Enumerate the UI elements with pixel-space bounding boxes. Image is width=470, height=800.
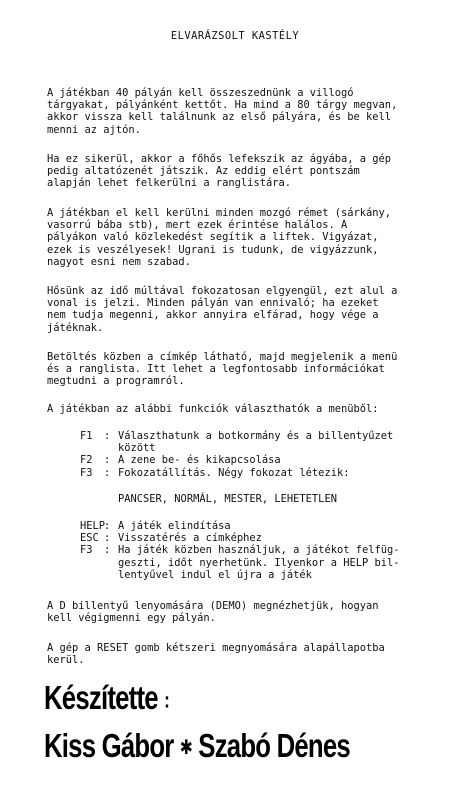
function-key: ESC: [80, 532, 99, 545]
text-line: A D billentyű lenyomására (DEMO) megnézhetjük, hogyan: [47, 600, 379, 612]
function-row-esc: [80, 532, 424, 544]
function-separator: :: [104, 430, 111, 442]
menu-functions-list: [80, 430, 424, 479]
text-line: nagyot esni nem szabad.: [47, 255, 191, 268]
function-row-f3: [80, 467, 424, 479]
function-row-help: [80, 520, 424, 532]
paragraph-goal: [47, 87, 421, 136]
paragraph-energy: [47, 285, 421, 334]
credits-authors: [44, 728, 350, 766]
paragraph-dangers: [47, 207, 421, 268]
text-line: nem tudja megenni, akkor annyira elfárad, hogy vége a: [47, 309, 379, 322]
function-key: F1: [80, 430, 93, 442]
text-line: vonal is jelzi. Minden pályán van ennivaló; ha ezeket: [47, 297, 379, 310]
function-description: [118, 544, 424, 581]
text-line: Ha ez sikerül, akkor a főhős lefekszik az ágyába, a gép: [47, 153, 392, 165]
text-line: kell végigmenni egy pályán.: [47, 612, 216, 625]
function-key: F3: [80, 466, 93, 479]
text-line: A zene be- és kikapcsolása: [118, 454, 281, 467]
function-description: [118, 430, 424, 454]
function-separator: :: [104, 454, 111, 467]
function-separator: :: [104, 520, 111, 532]
text-line: Választhatunk a botkormány és a billentyűzet: [118, 430, 394, 442]
text-line: A gép a RESET gomb kétszeri megnyomására alapállapotba: [47, 642, 385, 654]
paragraph-demo: [47, 600, 421, 624]
function-key: F3: [80, 544, 93, 557]
text-line: vasorrú bába stb), mert ezek érintése halálos. A: [47, 219, 348, 232]
credits-label: [44, 680, 169, 718]
function-description: [118, 454, 424, 466]
function-row-f3-pause: [80, 544, 424, 581]
text-line: és a ranglista. Itt lehet a legfontosabb információkat: [47, 363, 385, 376]
text-line: pályákon való közlekedést segítik a liftek. Vigyázat,: [47, 231, 379, 244]
text-line: kerül.: [47, 654, 85, 667]
text-line: tárgyakat, pályánként kettőt. Ha mind a 80 tárgy megvan,: [47, 99, 398, 112]
text-line: lentyűvel indul el újra a játék: [118, 568, 312, 581]
function-key: HELP: [80, 520, 106, 532]
text-line: Betöltés közben a címkép látható, majd megjelenik a menü: [47, 351, 398, 363]
difficulty-levels: PANCSER, NORMÁL, MESTER, LEHETETLEN: [118, 493, 337, 505]
text-line: Ha játék közben használjuk, a játékot felfüg-: [118, 544, 400, 557]
author-name: Szabó Dénes: [198, 727, 350, 764]
author-name: Kiss Gábor: [44, 727, 174, 764]
text-line: pedig altatózenét játszik. Az eddig elért pontszám: [47, 165, 360, 178]
function-description: [118, 532, 424, 544]
text-line: Hősünk az idő múltával fokozatosan elgyengül, ezt alul a: [47, 285, 398, 297]
game-functions-list: [80, 520, 424, 581]
text-line: között: [118, 442, 156, 455]
credits-label-text: Készítette: [44, 679, 158, 716]
function-separator: :: [104, 532, 111, 545]
function-separator: :: [104, 544, 111, 557]
function-description: [118, 520, 424, 532]
text-line: A játékban az alábbi funkciók választhatók a menüből:: [47, 403, 379, 415]
function-row-f1: [80, 430, 424, 454]
text-line: Fokozatállítás. Négy fokozat létezik:: [118, 466, 350, 479]
paragraph-menu-intro: [47, 403, 421, 415]
text-line: megtudni a programról.: [47, 375, 185, 388]
text-line: alapján lehet felkerülni a ranglistára.: [47, 177, 291, 190]
paragraph-loading: [47, 351, 421, 388]
paragraph-ending: [47, 153, 421, 190]
text-line: játéknak.: [47, 321, 104, 334]
credits-colon: :: [164, 687, 170, 713]
function-description: [118, 467, 424, 479]
text-line: A játék elindítása: [118, 520, 231, 532]
function-separator: :: [104, 466, 111, 479]
function-key: F2: [80, 454, 93, 467]
text-line: ezek is veszélyesek! Ugrani is tudunk, de vigyázzunk,: [47, 243, 379, 256]
text-line: A játékban 40 pályán kell összeszednünk a villogó: [47, 87, 354, 99]
function-row-f2: [80, 454, 424, 466]
star-icon: ✱: [179, 737, 193, 760]
text-line: akkor vissza kell találnunk az első pályára, és be kell: [47, 111, 392, 124]
text-line: geszti, időt nyerhetünk. Ilyenkor a HELP bil-: [118, 556, 400, 569]
text-line: Visszatérés a címképhez: [118, 532, 262, 545]
text-line: A játékban el kell kerülni minden mozgó rémet (sárkány,: [47, 207, 392, 219]
document-title: ELVARÁZSOLT KASTÉLY: [170, 30, 300, 42]
paragraph-reset: [47, 642, 421, 666]
text-line: menni az ajtón.: [47, 123, 141, 136]
